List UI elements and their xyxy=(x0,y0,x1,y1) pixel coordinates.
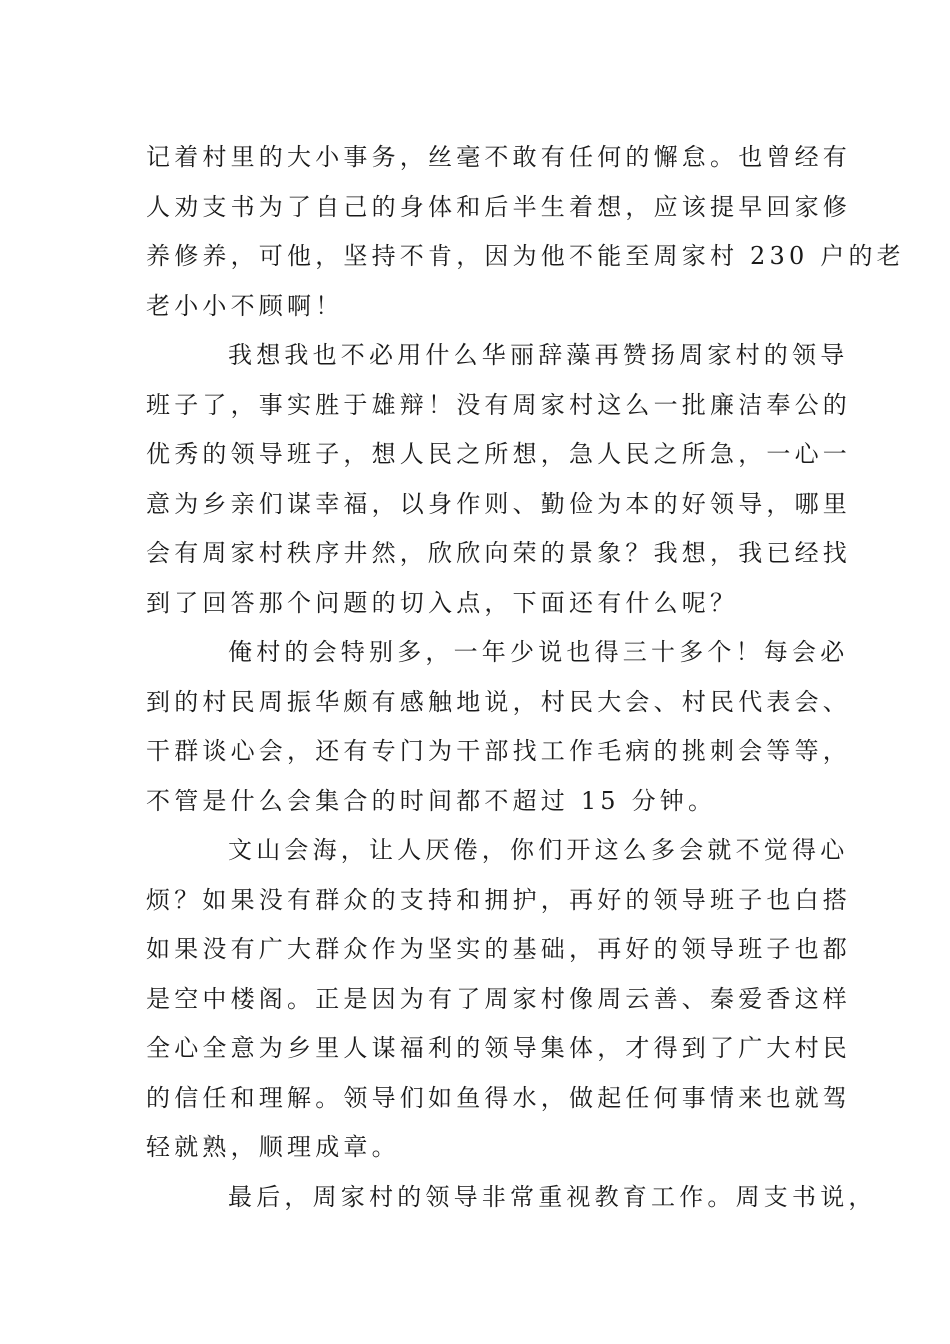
text-line: 的信任和理解。领导们如鱼得水，做起任何事情来也就驾 xyxy=(146,1083,851,1112)
text-line: 最后，周家村的领导非常重视教育工作。周支书说， xyxy=(228,1182,877,1211)
text-line: 我想我也不必用什么华丽辞藻再赞扬周家村的领导 xyxy=(228,341,849,369)
text-line: 干群谈心会，还有专门为干部找工作毛病的挑刺会等等， xyxy=(146,737,851,765)
text-line: 养修养，可他，坚持不肯，因为他不能至周家村 230 户的老 xyxy=(146,242,905,270)
text-line: 轻就熟，顺理成章。 xyxy=(146,1133,400,1161)
text-line: 老小小不顾啊！ xyxy=(146,291,344,320)
paragraph xyxy=(146,331,851,628)
paragraph xyxy=(146,826,851,1173)
paragraph xyxy=(146,1173,877,1223)
text-line: 会有周家村秩序井然，欣欣向荣的景象？我想，我已经找 xyxy=(146,539,851,567)
paragraph xyxy=(146,628,851,826)
text-line: 到的村民周振华颇有感触地说，村民大会、村民代表会、 xyxy=(146,687,851,716)
text-line: 意为乡亲们谋幸福，以身作则、勤俭为本的好领导，哪里 xyxy=(146,489,851,518)
text-line: 到了回答那个问题的切入点，下面还有什么呢？ xyxy=(146,588,739,617)
text-line: 记着村里的大小事务，丝毫不敢有任何的懈怠。也曾经有 xyxy=(146,143,851,171)
text-line: 班子了，事实胜于雄辩！没有周家村这么一批廉洁奉公的 xyxy=(146,390,851,419)
document-body xyxy=(146,133,905,1222)
text-line: 俺村的会特别多，一年少说也得三十多个！每会必 xyxy=(228,638,849,666)
text-line: 不管是什么会集合的时间都不超过 15 分钟。 xyxy=(146,786,717,815)
text-line: 烦？如果没有群众的支持和拥护，再好的领导班子也白搭 xyxy=(146,885,851,914)
text-line: 优秀的领导班子，想人民之所想，急人民之所急，一心一 xyxy=(146,440,851,468)
paragraph xyxy=(146,133,905,331)
text-line: 文山会海，让人厌倦，你们开这么多会就不觉得心 xyxy=(228,836,849,864)
text-line: 人劝支书为了自己的身体和后半生着想，应该提早回家修 xyxy=(146,192,851,221)
text-line: 全心全意为乡里人谋福利的领导集体，才得到了广大村民 xyxy=(146,1034,851,1062)
text-line: 是空中楼阁。正是因为有了周家村像周云善、秦爱香这样 xyxy=(146,984,851,1013)
text-line: 如果没有广大群众作为坚实的基础，再好的领导班子也都 xyxy=(146,935,851,963)
